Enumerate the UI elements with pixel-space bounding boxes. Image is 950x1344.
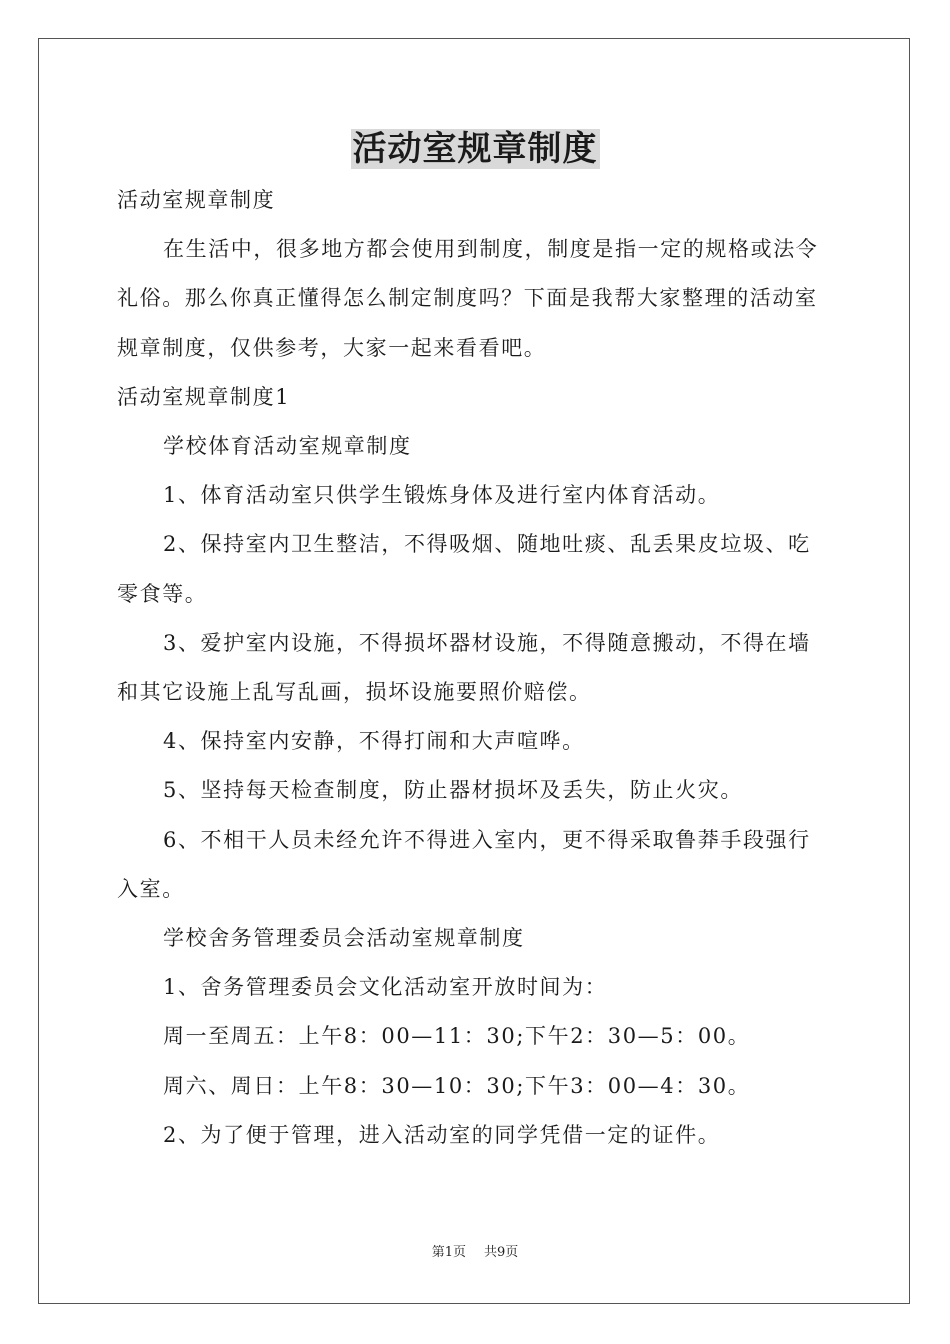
rule-item: 2、为了便于管理，进入活动室的同学凭借一定的证件。 <box>163 1122 721 1147</box>
rule-item: 2、保持室内卫生整洁，不得吸烟、随地吐痰、乱丢果皮垃圾、吃零食等。 <box>117 532 811 606</box>
schedule-line: 周一至周五：上午8：00—11：30;下午2：30—5：00。 <box>163 1024 751 1049</box>
rule-item: 3、爱护室内设施，不得损坏器材设施，不得随意搬动，不得在墙和其它设施上乱写乱画，损坏设施要照价赔偿。 <box>117 630 811 705</box>
intro-paragraph: 在生活中，很多地方都会使用到制度，制度是指一定的规格或法令礼俗。那么你真正懂得怎么制定制度吗？下面是我帮大家整理的活动室规章制度，仅供参考，大家一起来看看吧。 <box>117 237 819 360</box>
title-text: 活动室规章制度 <box>352 129 598 169</box>
page-number: 第1页 <box>431 1245 466 1260</box>
rule-item: 1、体育活动室只供学生锻炼身体及进行室内体育活动。 <box>163 483 721 508</box>
schedule-line: 周六、周日：上午8：30—10：30;下午3：00—4：30。 <box>163 1073 751 1098</box>
rule-item: 1、舍务管理委员会文化活动室开放时间为： <box>163 975 608 1000</box>
subsection-heading: 学校体育活动室规章制度 <box>163 434 412 459</box>
rule-item: 4、保持室内安静，不得打闹和大声喧哗。 <box>163 729 585 754</box>
rule-item: 5、坚持每天检查制度，防止器材损坏及丢失，防止火灾。 <box>163 778 743 803</box>
document-title <box>0 124 950 174</box>
subsection-heading: 学校舍务管理委员会活动室规章制度 <box>163 926 525 951</box>
page-total: 共9页 <box>484 1245 519 1260</box>
section-heading: 活动室规章制度 <box>117 188 276 212</box>
document-body <box>117 176 833 1160</box>
page-footer <box>0 1243 950 1263</box>
rule-item: 6、不相干人员未经允许不得进入室内，更不得采取鲁莽手段强行入室。 <box>117 827 811 901</box>
section-heading: 活动室规章制度1 <box>117 384 291 409</box>
